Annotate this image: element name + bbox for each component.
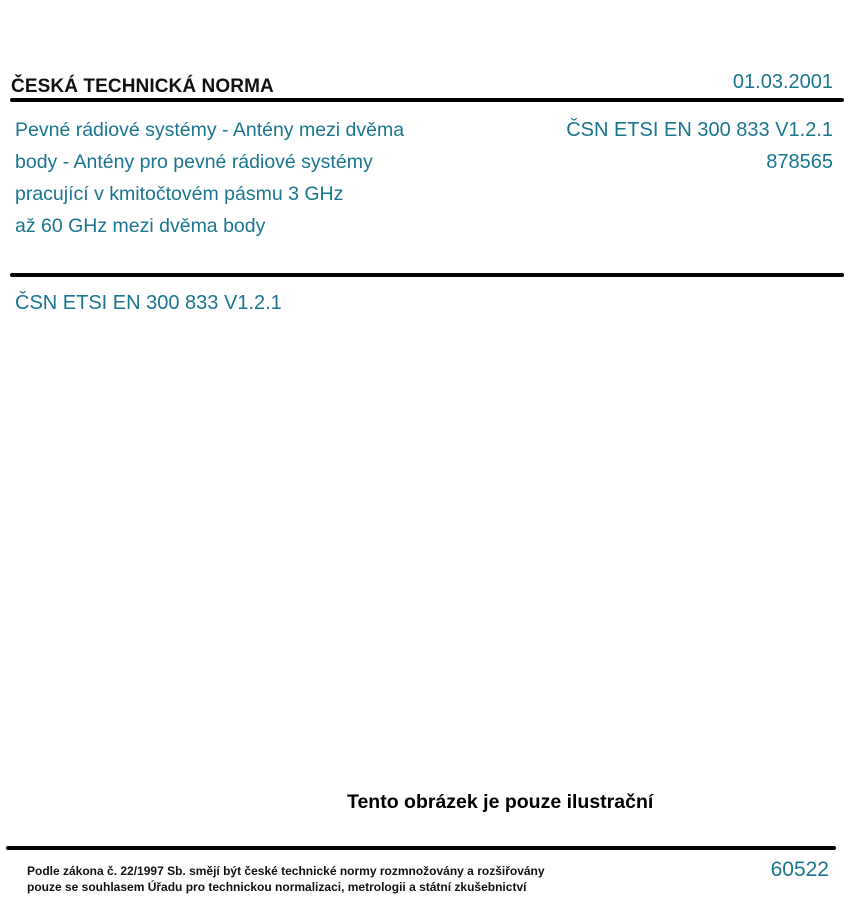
illustration-note: Tento obrázek je pouze ilustrační	[347, 791, 654, 813]
footer-divider	[6, 846, 836, 850]
footer-number: 60522	[770, 858, 829, 881]
standard-title	[15, 114, 475, 242]
standard-title-line: až 60 GHz mezi dvěma body	[15, 215, 266, 237]
standard-title-line: pracující v kmitočtovém pásmu 3 GHz	[15, 183, 344, 205]
header-divider	[10, 98, 844, 102]
issue-date: 01.03.2001	[732, 71, 833, 93]
catalog-number: 878565	[766, 151, 833, 173]
legal-notice-line: Podle zákona č. 22/1997 Sb. smějí být české technické normy rozmnožovány a rozšiřovány	[27, 864, 545, 878]
standard-title-line: Pevné rádiové systémy - Antény mezi dvěma	[15, 119, 405, 141]
title-divider	[10, 273, 844, 277]
legal-notice	[27, 863, 545, 895]
legal-notice-line: pouze se souhlasem Úřadu pro technickou normalizaci, metrologii a státní zkušebnictví	[27, 880, 527, 894]
standard-title-line: body - Antény pro pevné rádiové systémy	[15, 151, 373, 173]
document-type-heading: ČESKÁ TECHNICKÁ NORMA	[11, 76, 274, 97]
standard-designation: ČSN ETSI EN 300 833 V1.2.1	[15, 292, 282, 314]
standard-code: ČSN ETSI EN 300 833 V1.2.1	[566, 119, 833, 141]
